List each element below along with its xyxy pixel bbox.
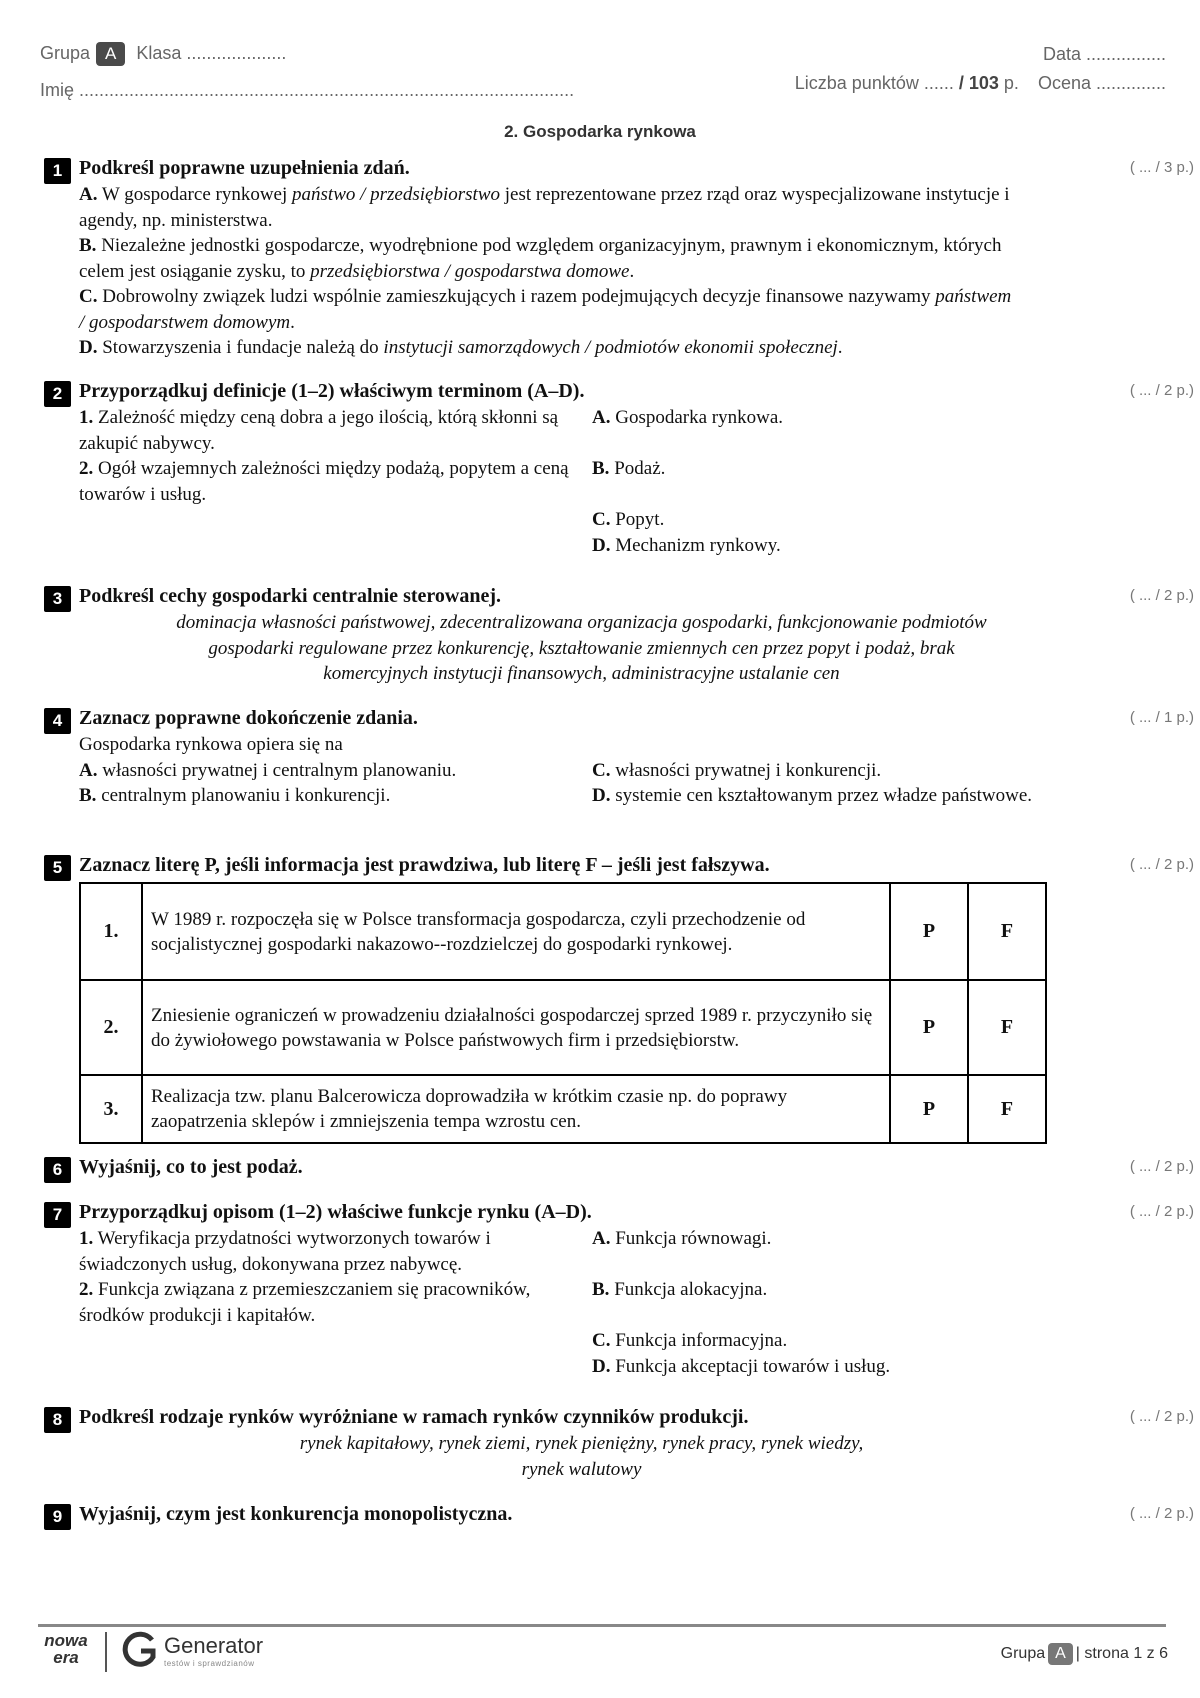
task-9 — [44, 1502, 1194, 1528]
task-1 — [44, 156, 1194, 361]
true-option[interactable]: P — [890, 883, 968, 980]
statement: Realizacja tzw. planu Balcerowicza doprowadziła w krótkim czasie np. do poprawy zaopatrzenia sklepów i zmniejszenia tempa wzrostu cen. — [142, 1075, 890, 1143]
task-instruction: Przyporządkuj definicje (1–2) właściwym terminom (A–D). — [79, 380, 585, 402]
task-7 — [44, 1200, 1194, 1379]
option-c: C. Dobrowolny związek ludzi wspólnie zamieszkujących i razem podejmujących decyzje finansowe nazywamy państwem / gospodarstwem domowym. — [79, 286, 1012, 333]
task-instruction: Podkreśl rodzaje rynków wyróżniane w ramach rynków czynników produkcji. — [79, 1406, 749, 1428]
name-field[interactable]: Imię ................................................................................................... — [40, 80, 575, 100]
group-label: Grupa — [40, 43, 91, 63]
footer-divider — [38, 1624, 1166, 1627]
option-d: D. Stowarzyszenia i fundacje należą do instytucji samorządowych / podmiotów ekonomii społecznej. — [79, 337, 843, 358]
generator-logo-text: Generator — [164, 1633, 264, 1658]
false-option[interactable]: F — [968, 980, 1046, 1075]
task-number: 3 — [44, 586, 71, 612]
group-badge: A — [96, 42, 125, 66]
definition-1: 1. Zależność między ceną dobra a jego ilością, którą skłonni są zakupić nabywcy. — [79, 407, 559, 454]
task-points: ( ... / 2 p.) — [1129, 856, 1194, 873]
points-unit: p. — [998, 73, 1019, 93]
task-number: 1 — [44, 158, 71, 184]
class-field[interactable]: Klasa .................... — [136, 43, 287, 63]
date-field[interactable]: Data ................ — [1042, 44, 1166, 64]
points-total: / 103 — [958, 73, 999, 93]
table-row — [80, 980, 1046, 1075]
task-8 — [44, 1405, 1194, 1482]
term-d[interactable]: D. Mechanizm rynkowy. — [592, 534, 781, 556]
row-number: 2. — [80, 980, 142, 1075]
task-instruction: Podkreśl cechy gospodarki centralnie sterowanej. — [79, 585, 502, 607]
nowa-era-logo: nowa era — [44, 1631, 88, 1667]
function-b[interactable]: B. Funkcja alokacyjna. — [592, 1279, 768, 1300]
task-number: 4 — [44, 708, 71, 734]
task-6 — [44, 1155, 1194, 1181]
features-line-1[interactable]: dominacja własności państwowej, zdecentralizowana organizacja gospodarki, funkcjonowanie podmiotów — [176, 612, 987, 633]
task-number: 6 — [44, 1157, 71, 1183]
task-points: ( ... / 2 p.) — [1129, 1203, 1194, 1220]
option-a[interactable]: A. własności prywatnej i centralnym planowaniu. — [79, 759, 457, 781]
task-number: 5 — [44, 855, 71, 881]
grade-field[interactable]: Ocena .............. — [1037, 73, 1166, 93]
group-class-row — [40, 42, 286, 66]
term-b[interactable]: B. Podaż. — [592, 458, 666, 479]
markets-line-1[interactable]: rynek kapitałowy, rynek ziemi, rynek pieniężny, rynek pracy, rynek wiedzy, — [299, 1433, 864, 1454]
generator-g-icon — [120, 1630, 158, 1675]
points-grade-row — [795, 73, 1166, 94]
option-b[interactable]: B. centralnym planowaniu i konkurencji. — [79, 785, 391, 806]
points-label: Liczba punktów ...... — [794, 73, 959, 93]
task-instruction: Wyjaśnij, czym jest konkurencja monopolistyczna. — [79, 1503, 513, 1525]
task-points: ( ... / 2 p.) — [1129, 382, 1194, 399]
task-points: ( ... / 1 p.) — [1129, 709, 1194, 726]
task-number: 8 — [44, 1407, 71, 1433]
task-5 — [44, 853, 1194, 879]
true-option[interactable]: P — [890, 1075, 968, 1143]
choice-a[interactable]: państwo / przedsiębiorstwo — [292, 184, 500, 205]
table-row — [80, 883, 1046, 980]
statement: W 1989 r. rozpoczęła się w Polsce transformacja gospodarcza, czyli przechodzenie od socjalistycznej gospodarki nakazowo--rozdzielczej do gospodarki rynkowej. — [142, 883, 890, 980]
task-3 — [44, 584, 1194, 687]
task-instruction: Wyjaśnij, co to jest podaż. — [79, 1156, 303, 1178]
footer-group-badge: A — [1048, 1643, 1073, 1665]
description-2: 2. Funkcja związana z przemieszczaniem się pracowników, środków produkcji i kapitałów. — [79, 1279, 531, 1326]
function-a[interactable]: A. Funkcja równowagi. — [592, 1228, 772, 1249]
option-c[interactable]: C. własności prywatnej i konkurencji. — [592, 759, 882, 781]
task-4 — [44, 706, 1194, 809]
task-2 — [44, 379, 1194, 558]
footer-page-info — [1001, 1643, 1168, 1665]
function-c[interactable]: C. Funkcja informacyjna. — [592, 1330, 788, 1351]
task-instruction: Zaznacz literę P, jeśli informacja jest prawdziwa, lub literę F – jeśli jest fałszywa. — [79, 854, 770, 876]
table-row — [80, 1075, 1046, 1143]
choice-d[interactable]: instytucji samorządowych / podmiotów ekonomii społecznej — [383, 337, 838, 358]
task-points: ( ... / 2 p.) — [1129, 587, 1194, 604]
choice-c[interactable]: państwem / gospodarstwem domowym — [79, 286, 1012, 333]
page-number: | strona 1 z 6 — [1075, 1645, 1168, 1662]
false-option[interactable]: F — [968, 1075, 1046, 1143]
option-b: B. Niezależne jednostki gospodarcze, wyodrębnione pod względem organizacyjnym, prawnym i ekonomicznym, których celem jest osiąganie zysku, to przedsiębiorstwa / gospodarstwa domowe. — [79, 235, 1002, 282]
markets-line-2[interactable]: rynek walutowy — [521, 1458, 642, 1480]
term-c[interactable]: C. Popyt. — [592, 509, 665, 530]
task-stem: Gospodarka rynkowa opiera się na — [79, 734, 343, 755]
features-line-3[interactable]: komercyjnych instytucji finansowych, administracyjne ustalanie cen — [323, 663, 840, 684]
section-title: 2. Gospodarka rynkowa — [504, 122, 696, 141]
generator-logo-subtitle: testów i sprawdzianów — [164, 1659, 255, 1668]
false-option[interactable]: F — [968, 883, 1046, 980]
statement: Zniesienie ograniczeń w prowadzeniu działalności gospodarczej sprzed 1989 r. przyczyniło się do żywiołowego powstawania w Polsce państwowych firm i przedsiębiorstw. — [142, 980, 890, 1075]
row-number: 1. — [80, 883, 142, 980]
task-number: 9 — [44, 1504, 71, 1530]
true-option[interactable]: P — [890, 980, 968, 1075]
features-line-2[interactable]: gospodarki regulowane przez konkurencję, kształtowanie zmiennych cen przez popyt i podaż, brak — [208, 637, 955, 659]
task-points: ( ... / 2 p.) — [1129, 1505, 1194, 1522]
task-points: ( ... / 3 p.) — [1129, 159, 1194, 176]
footer-group-label: Grupa — [1000, 1645, 1046, 1662]
task-number: 7 — [44, 1202, 71, 1228]
task-points: ( ... / 2 p.) — [1129, 1408, 1194, 1425]
task-instruction: Zaznacz poprawne dokończenie zdania. — [79, 707, 418, 729]
definition-2: 2. Ogół wzajemnych zależności między podażą, popytem a ceną towarów i usług. — [79, 458, 569, 505]
true-false-table — [79, 882, 1047, 1144]
option-d[interactable]: D. systemie cen kształtowanym przez władze państwowe. — [592, 785, 1033, 806]
function-d[interactable]: D. Funkcja akceptacji towarów i usług. — [592, 1355, 891, 1377]
row-number: 3. — [80, 1075, 142, 1143]
option-a: A. W gospodarce rynkowej państwo / przedsiębiorstwo jest reprezentowane przez rząd oraz wyspecjalizowane instytucje i agendy, np. ministerstwa. — [79, 184, 1010, 231]
description-1: 1. Weryfikacja przydatności wytworzonych towarów i świadczonych usług, dokonywana przez nabywcę. — [79, 1228, 491, 1275]
choice-b[interactable]: przedsiębiorstwa / gospodarstwa domowe — [310, 260, 630, 282]
task-number: 2 — [44, 381, 71, 407]
task-points: ( ... / 2 p.) — [1129, 1158, 1194, 1175]
logo-separator — [105, 1632, 107, 1672]
task-instruction: Przyporządkuj opisom (1–2) właściwe funkcje rynku (A–D). — [79, 1201, 592, 1223]
term-a[interactable]: A. Gospodarka rynkowa. — [592, 407, 784, 428]
task-instruction: Podkreśl poprawne uzupełnienia zdań. — [79, 157, 410, 179]
